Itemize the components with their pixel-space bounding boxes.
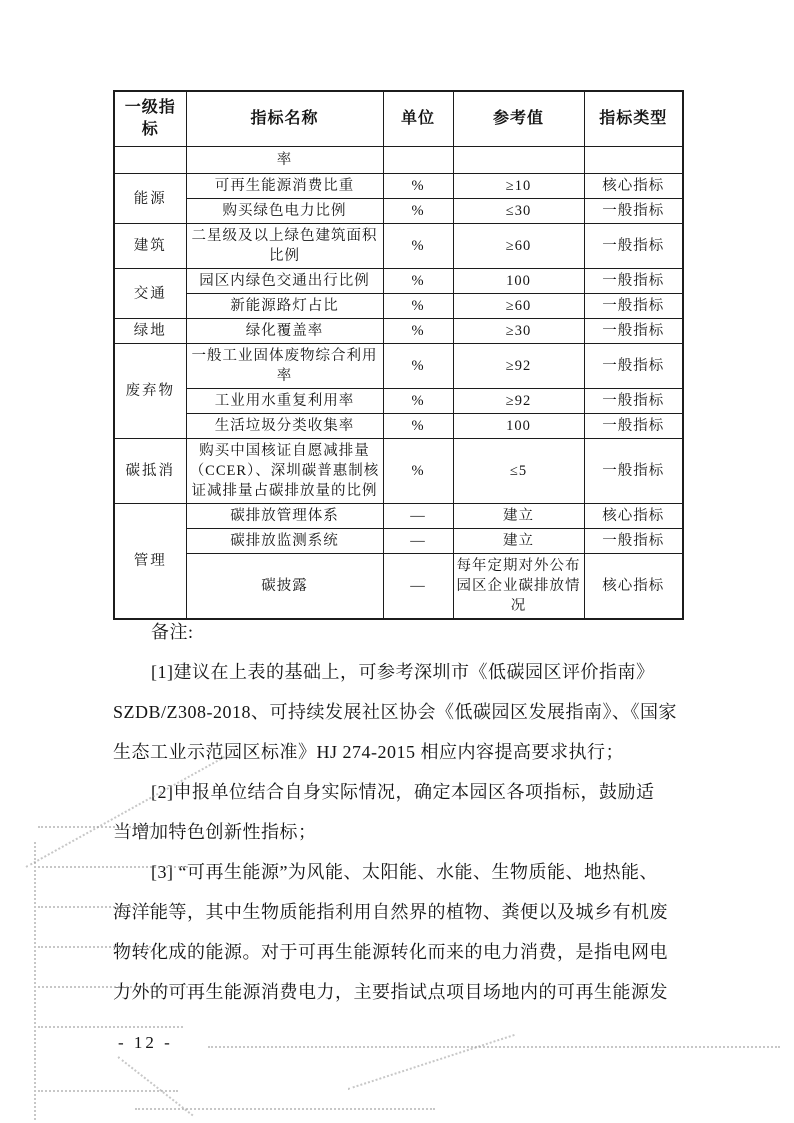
table-row xyxy=(114,344,683,389)
unit-cell: % xyxy=(383,389,453,414)
unit-cell: % xyxy=(383,294,453,319)
scan-artifact-line xyxy=(208,1046,780,1048)
scan-artifact-line xyxy=(38,866,188,868)
indicator-name-cell: 率 xyxy=(186,147,383,174)
reference-cell: ≥60 xyxy=(453,294,584,319)
table-row xyxy=(114,554,683,620)
category-cell: 交通 xyxy=(114,269,186,319)
scan-artifact-line xyxy=(34,842,36,1120)
reference-cell: ≥60 xyxy=(453,224,584,269)
note-line: 当增加特色创新性指标； xyxy=(113,822,317,842)
table-row xyxy=(114,414,683,439)
table-row xyxy=(114,319,683,344)
indicator-name-cell: 园区内绿色交通出行比例 xyxy=(186,269,383,294)
type-cell: 一般指标 xyxy=(584,529,683,554)
indicator-name-cell: 一般工业固体废物综合利用率 xyxy=(186,344,383,389)
col-header-unit: 单位 xyxy=(383,91,453,147)
category-cell: 管理 xyxy=(114,504,186,620)
indicator-name-cell: 绿化覆盖率 xyxy=(186,319,383,344)
unit-cell: % xyxy=(383,439,453,504)
reference-cell: ≥92 xyxy=(453,389,584,414)
indicator-name-cell: 可再生能源消费比重 xyxy=(186,174,383,199)
unit-cell: % xyxy=(383,174,453,199)
col-header-name: 指标名称 xyxy=(186,91,383,147)
unit-cell: % xyxy=(383,414,453,439)
type-cell: 核心指标 xyxy=(584,174,683,199)
unit-cell: % xyxy=(383,344,453,389)
scan-artifact-line xyxy=(38,906,183,908)
note-line: SZDB/Z308-2018、可持续发展社区协会《低碳园区发展指南》、《国家 xyxy=(113,702,677,722)
scan-artifact-line xyxy=(38,946,178,948)
reference-cell: 建立 xyxy=(453,529,584,554)
table-row xyxy=(114,147,683,174)
note-line: 海洋能等，其中生物质能指利用自然界的植物、粪便以及城乡有机废 xyxy=(113,902,668,922)
unit-cell: % xyxy=(383,319,453,344)
indicator-name-cell: 购买中国核证自愿减排量（CCER）、深圳碳普惠制核证减排量占碳排放量的比例 xyxy=(186,439,383,504)
reference-cell: ≤30 xyxy=(453,199,584,224)
table-row xyxy=(114,199,683,224)
table-row xyxy=(114,294,683,319)
reference-cell: ≥10 xyxy=(453,174,584,199)
category-cell: 建筑 xyxy=(114,224,186,269)
table-header-row xyxy=(114,91,683,147)
indicator-table xyxy=(113,90,684,620)
note-line: [1]建议在上表的基础上，可参考深圳市《低碳园区评价指南》 xyxy=(151,662,655,682)
type-cell: 核心指标 xyxy=(584,504,683,529)
reference-cell: ≤5 xyxy=(453,439,584,504)
indicator-name-cell: 购买绿色电力比例 xyxy=(186,199,383,224)
category-cell: 废弃物 xyxy=(114,344,186,439)
reference-cell: 建立 xyxy=(453,504,584,529)
type-cell: 一般指标 xyxy=(584,344,683,389)
notes-label: 备注: xyxy=(151,622,194,642)
table-row xyxy=(114,504,683,529)
category-cell: 能源 xyxy=(114,174,186,224)
table-row xyxy=(114,439,683,504)
reference-cell: 100 xyxy=(453,269,584,294)
unit-cell xyxy=(383,147,453,174)
unit-cell: % xyxy=(383,199,453,224)
type-cell: 一般指标 xyxy=(584,224,683,269)
table-row xyxy=(114,529,683,554)
note-line: 力外的可再生能源消费电力，主要指试点项目场地内的可再生能源发 xyxy=(113,982,668,1002)
type-cell: 一般指标 xyxy=(584,294,683,319)
reference-cell xyxy=(453,147,584,174)
category-cell: 碳抵消 xyxy=(114,439,186,504)
indicator-name-cell: 碳排放监测系统 xyxy=(186,529,383,554)
page-number: - 12 - xyxy=(118,1033,173,1052)
note-line: 物转化成的能源。对于可再生能源转化而来的电力消费，是指电网电 xyxy=(113,942,668,962)
scan-artifact-line xyxy=(135,1108,435,1110)
indicator-name-cell: 碳披露 xyxy=(186,554,383,620)
note-line: [2]申报单位结合自身实际情况，确定本园区各项指标，鼓励适 xyxy=(151,782,655,802)
table-row xyxy=(114,269,683,294)
unit-cell: % xyxy=(383,269,453,294)
reference-cell: ≥92 xyxy=(453,344,584,389)
scan-artifact-line xyxy=(348,1034,515,1090)
category-cell xyxy=(114,147,186,174)
notes-section xyxy=(113,612,685,1012)
scan-artifact-line xyxy=(38,986,188,988)
scan-artifact-line xyxy=(38,826,178,828)
table-row xyxy=(114,224,683,269)
type-cell: 一般指标 xyxy=(584,199,683,224)
indicator-name-cell: 生活垃圾分类收集率 xyxy=(186,414,383,439)
indicator-name-cell: 碳排放管理体系 xyxy=(186,504,383,529)
type-cell: 核心指标 xyxy=(584,554,683,620)
indicator-name-cell: 新能源路灯占比 xyxy=(186,294,383,319)
reference-cell: 每年定期对外公布园区企业碳排放情况 xyxy=(453,554,584,620)
col-header-reference: 参考值 xyxy=(453,91,584,147)
unit-cell: — xyxy=(383,504,453,529)
scan-artifact-line xyxy=(38,1026,183,1028)
indicator-name-cell: 二星级及以上绿色建筑面积比例 xyxy=(186,224,383,269)
col-header-category: 一级指标 xyxy=(114,91,186,147)
scan-artifact-line xyxy=(38,1090,178,1092)
type-cell: 一般指标 xyxy=(584,439,683,504)
unit-cell: — xyxy=(383,554,453,620)
unit-cell: % xyxy=(383,224,453,269)
reference-cell: 100 xyxy=(453,414,584,439)
type-cell: 一般指标 xyxy=(584,319,683,344)
category-cell: 绿地 xyxy=(114,319,186,344)
indicator-name-cell: 工业用水重复利用率 xyxy=(186,389,383,414)
col-header-type: 指标类型 xyxy=(584,91,683,147)
unit-cell: — xyxy=(383,529,453,554)
type-cell: 一般指标 xyxy=(584,269,683,294)
note-line: [3] “可再生能源”为风能、太阳能、水能、生物质能、地热能、 xyxy=(151,862,658,882)
note-line: 生态工业示范园区标准》HJ 274-2015 相应内容提高要求执行； xyxy=(113,742,624,762)
type-cell: 一般指标 xyxy=(584,389,683,414)
type-cell xyxy=(584,147,683,174)
type-cell: 一般指标 xyxy=(584,414,683,439)
table-row xyxy=(114,174,683,199)
reference-cell: ≥30 xyxy=(453,319,584,344)
table-row xyxy=(114,389,683,414)
